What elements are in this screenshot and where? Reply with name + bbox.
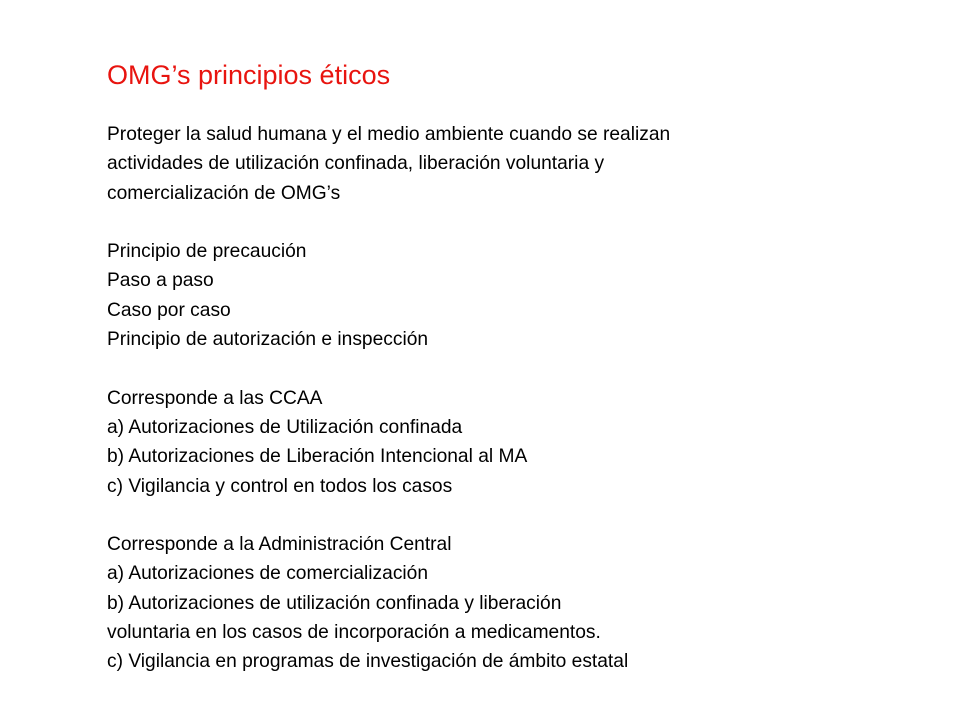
paragraph-spacer [107, 208, 927, 237]
intro-line: Proteger la salud humana y el medio ambiente cuando se realizan [107, 124, 671, 145]
ccaa-item: a) Autorizaciones de Utilización confinada [107, 416, 463, 438]
principle-item: Principio de precaución [107, 241, 307, 263]
paragraph-spacer [107, 354, 927, 383]
ccaa-heading: Corresponde a las CCAA [107, 387, 323, 409]
slide-title: OMG’s principios éticos [107, 60, 391, 90]
principle-item: Caso por caso [107, 299, 231, 321]
intro-line: actividades de utilización confinada, liberación voluntaria y [107, 153, 605, 175]
slide-body [107, 120, 927, 677]
ccaa-item: c) Vigilancia y control en todos los casos [107, 475, 453, 497]
paragraph-spacer [107, 501, 927, 530]
ccaa-item: b) Autorizaciones de Liberación Intencional al MA [107, 446, 528, 468]
principle-item: Principio de autorización e inspección [107, 329, 429, 351]
central-item: b) Autorizaciones de utilización confinada y liberación [107, 592, 562, 614]
central-item: voluntaria en los casos de incorporación a medicamentos. [107, 622, 601, 644]
principle-item: Paso a paso [107, 270, 214, 292]
central-heading: Corresponde a la Administración Central [107, 534, 452, 556]
central-item: c) Vigilancia en programas de investigación de ámbito estatal [107, 651, 629, 673]
intro-line: comercialización de OMG’s [107, 182, 341, 204]
central-item: a) Autorizaciones de comercialización [107, 563, 429, 585]
